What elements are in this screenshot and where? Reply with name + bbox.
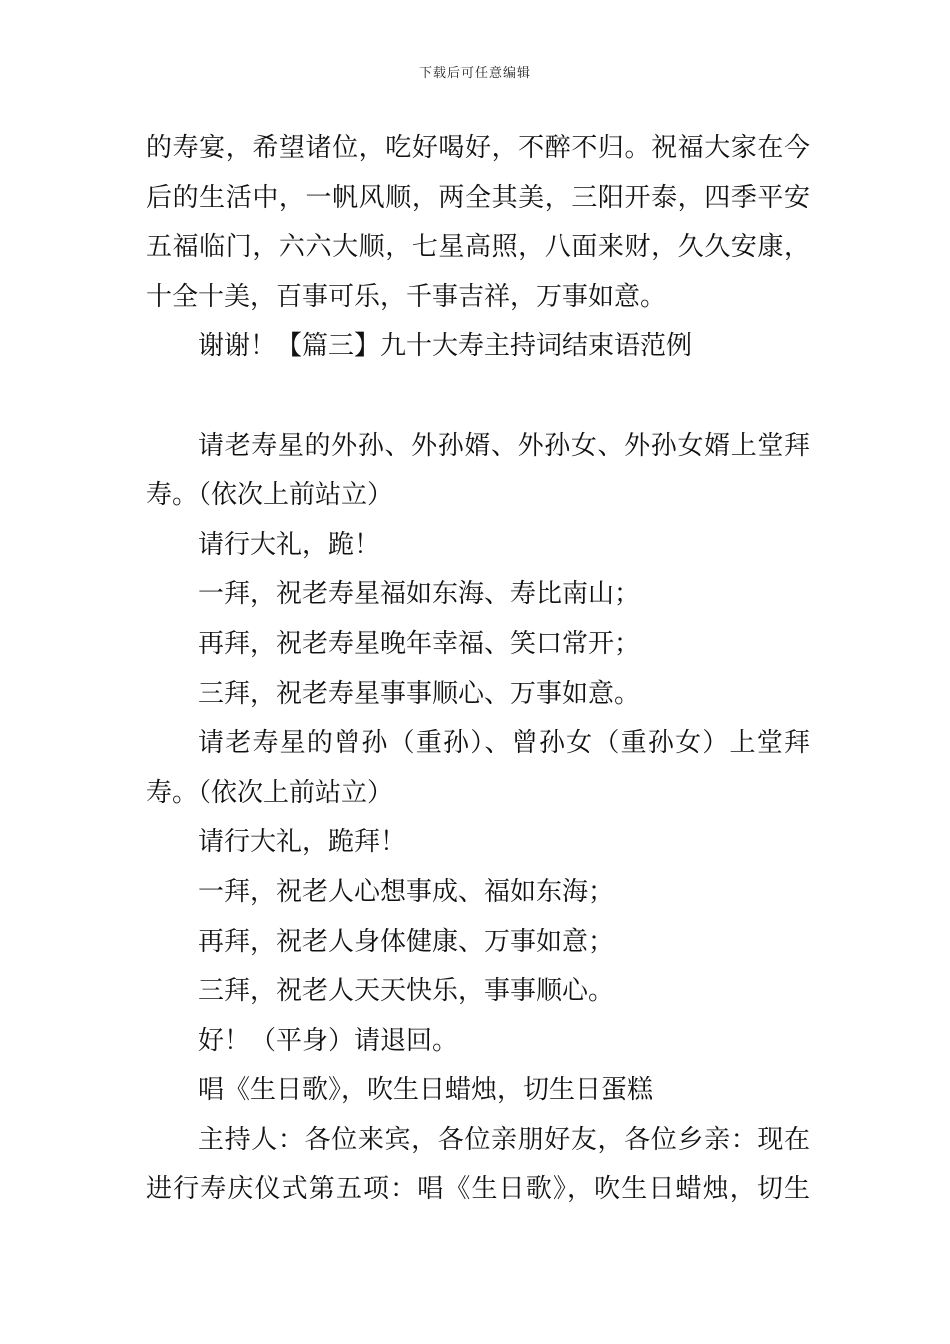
body-line: 寿。（依次上前站立） (146, 777, 394, 808)
body-line: 十全十美，百事可乐，千事吉祥，万事如意。 (146, 281, 667, 312)
body-line: 进行寿庆仪式第五项：唱《生日歌》，吹生日蜡烛，切生 (146, 1174, 810, 1205)
body-line: 再拜，祝老寿星晚年幸福、笑口常开； (198, 628, 641, 659)
body-line: 请行大礼，跪！ (198, 529, 381, 560)
body-line: 的寿宴，希望诸位，吃好喝好，不醉不归。祝福大家在今 (146, 133, 810, 163)
body-line: 唱《生日歌》，吹生日蜡烛，切生日蛋糕 (198, 1075, 654, 1106)
body-line: 一拜，祝老人心想事成、福如东海； (198, 876, 615, 907)
header-note: 下载后可任意编辑 (418, 66, 531, 81)
body-line: 寿。（依次上前站立） (146, 480, 394, 511)
section-heading-line: 谢谢！【篇三】九十大寿主持词结束语范例 (198, 331, 693, 362)
body-line: 请老寿星的曾孙（重孙）、曾孙女（重孙女）上堂拜 (198, 728, 810, 759)
paragraph-gap (146, 372, 810, 422)
body-line: 再拜，祝老人身体健康、万事如意； (198, 926, 615, 957)
body-line: 好！（平身）请退回。 (198, 1025, 459, 1056)
body-line: 五福临门，六六大顺，七星高照，八面来财，久久安康， (146, 232, 810, 263)
body-line: 三拜，祝老寿星事事顺心、万事如意。 (198, 678, 641, 709)
body-line: 主持人：各位来宾，各位亲朋好友，各位乡亲：现在 (198, 1124, 810, 1155)
document-body (146, 124, 810, 1215)
body-line: 一拜，祝老寿星福如东海、寿比南山； (198, 579, 641, 610)
body-line: 后的生活中，一帆风顺，两全其美，三阳开泰，四季平安 (146, 182, 810, 213)
body-line: 请行大礼，跪拜！ (198, 827, 407, 858)
body-line: 三拜，祝老人天天快乐，事事顺心。 (198, 976, 615, 1007)
body-line: 请老寿星的外孙、外孙婿、外孙女、外孙女婿上堂拜 (198, 430, 810, 461)
